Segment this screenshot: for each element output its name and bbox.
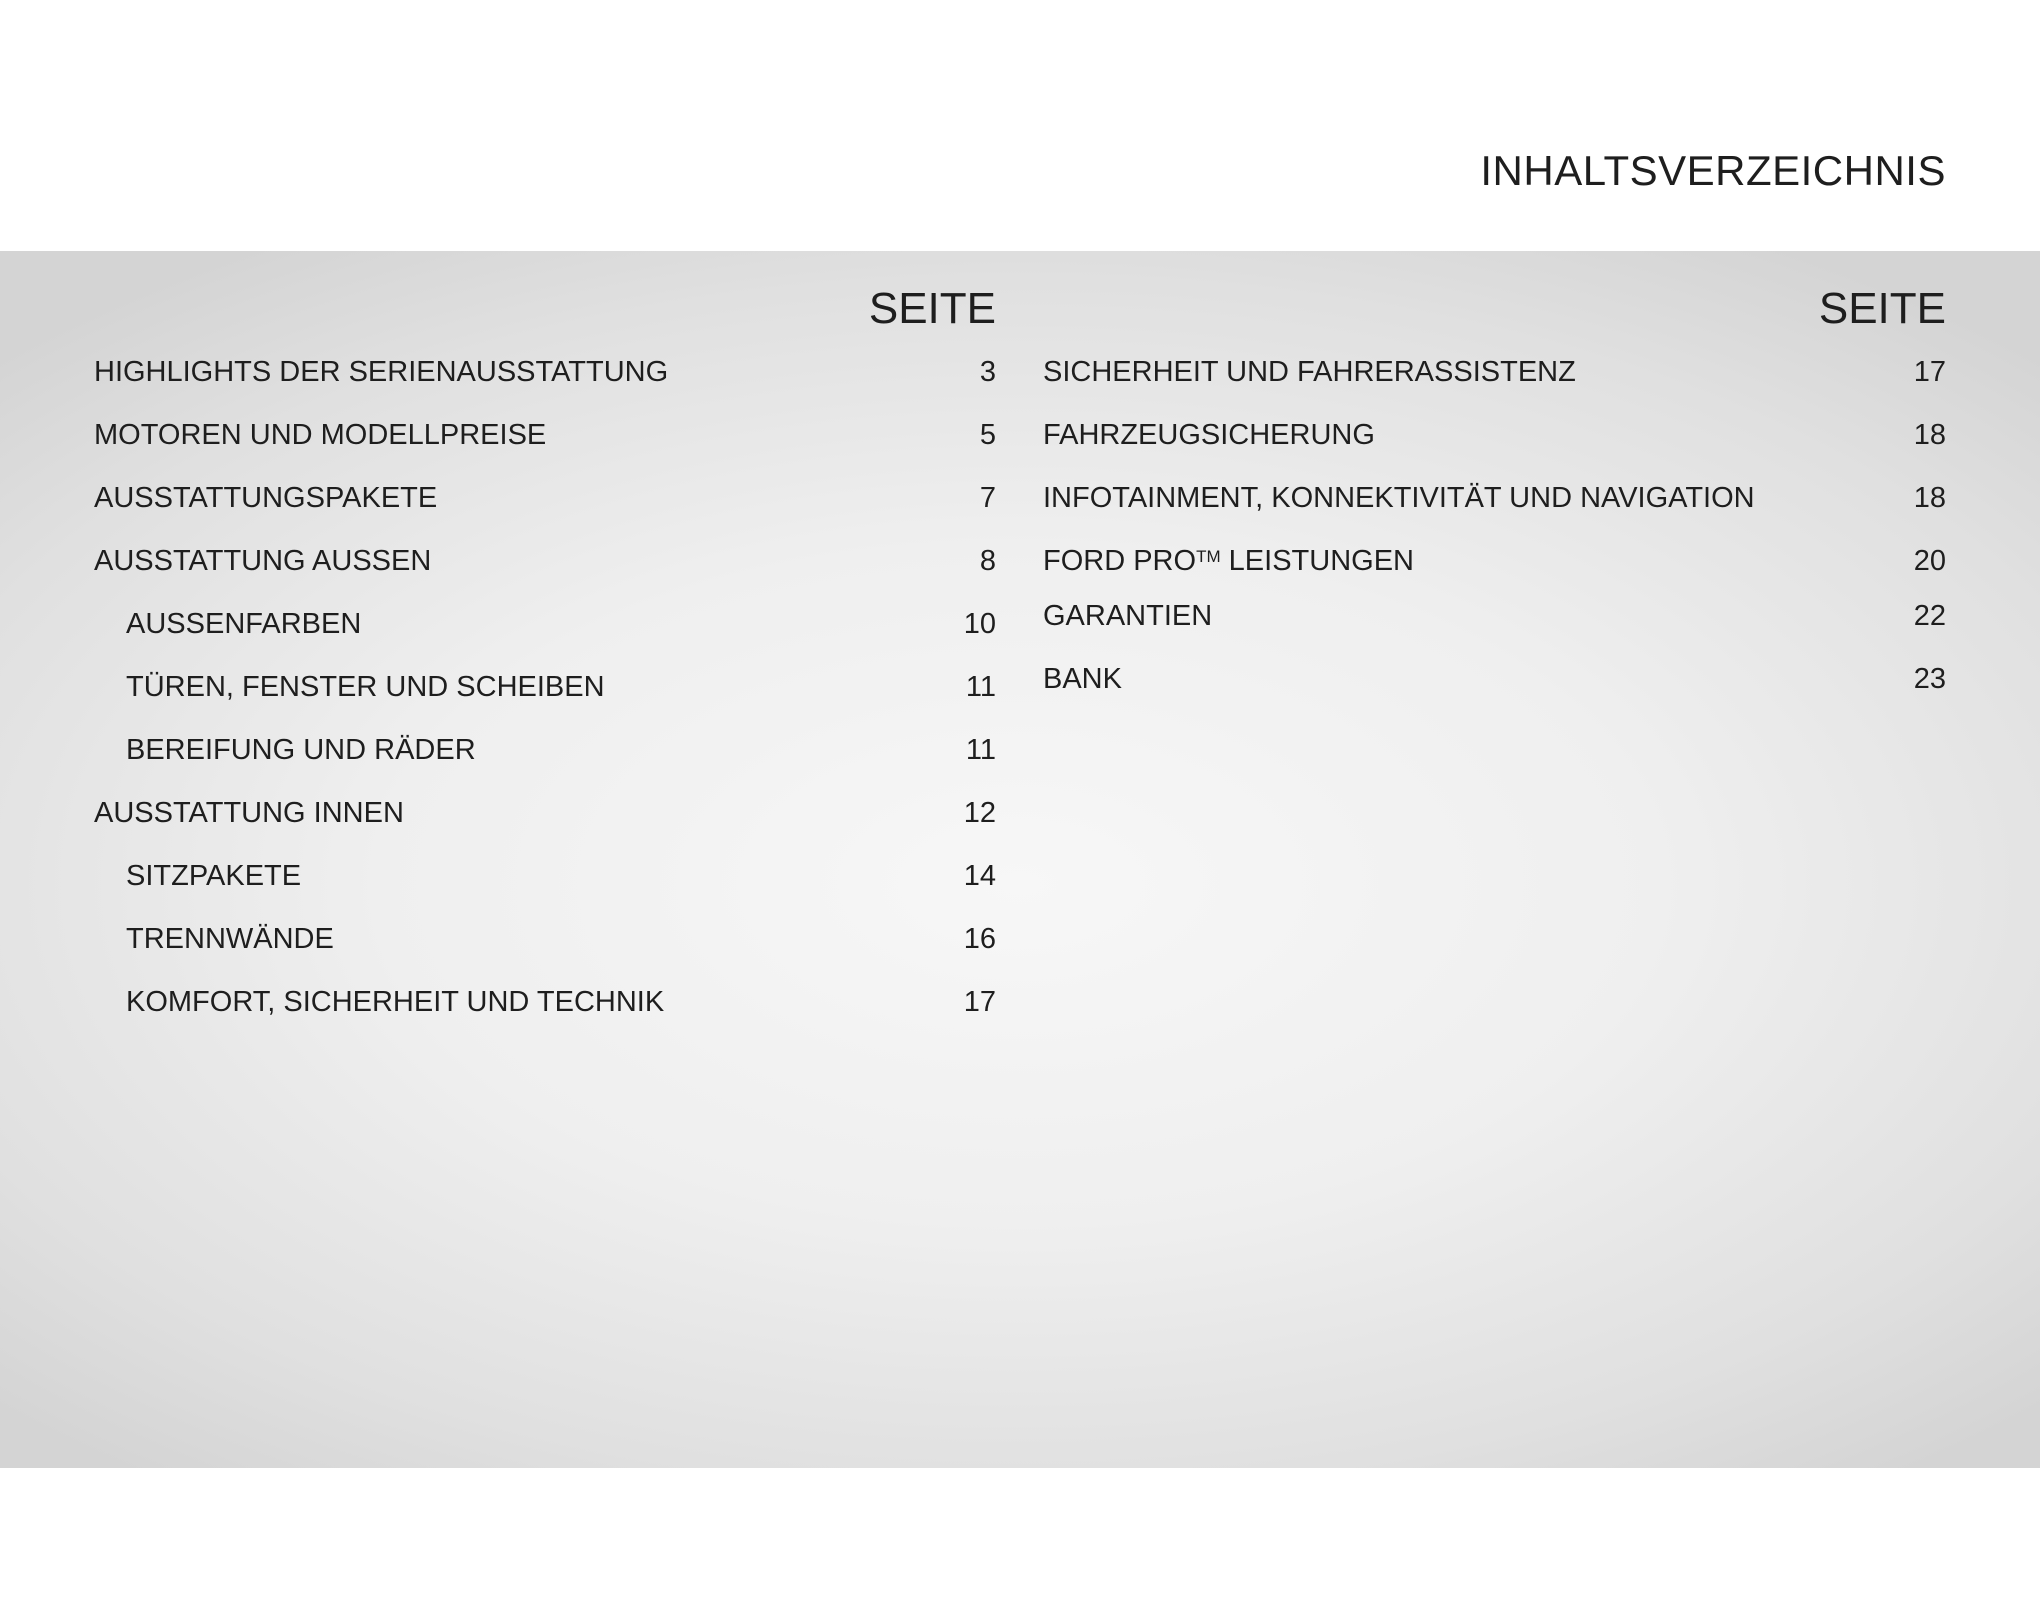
toc-entry[interactable]: [94, 356, 996, 423]
toc-entry-label: AUSSENFARBEN: [126, 608, 362, 640]
toc-entry-label: AUSSTATTUNG AUSSEN: [94, 545, 432, 577]
toc-entry-label: AUSSTATTUNGSPAKETE: [94, 482, 438, 514]
toc-entry[interactable]: [1043, 545, 1946, 604]
trademark-mark: TM: [1196, 547, 1221, 566]
toc-entry-page: 23: [1913, 663, 1946, 695]
toc-entry-label: TRENNWÄNDE: [126, 923, 334, 955]
toc-subentry[interactable]: [94, 734, 996, 801]
toc-entry-label-rest: LEISTUNGEN: [1220, 545, 1414, 577]
toc-entry-label: SICHERHEIT UND FAHRERASSISTENZ: [1043, 356, 1576, 388]
toc-entry-label: BANK: [1043, 663, 1122, 695]
toc-entry[interactable]: [1043, 663, 1946, 730]
toc-entry-page: 5: [979, 419, 996, 451]
toc-entry-page: 18: [1913, 482, 1946, 514]
toc-entry-page: 12: [963, 797, 996, 829]
toc-entry-label: GARANTIEN: [1043, 600, 1213, 632]
toc-entry-label: SITZPAKETE: [126, 860, 302, 892]
toc-entry-page: 22: [1913, 600, 1946, 632]
toc-subentry[interactable]: [94, 608, 996, 675]
toc-entry[interactable]: [1043, 600, 1946, 667]
toc-entry-page: 16: [963, 923, 996, 955]
toc-entry-label: KOMFORT, SICHERHEIT UND TECHNIK: [126, 986, 665, 1018]
toc-entry-page: 11: [965, 671, 996, 703]
toc-column-right: [1043, 285, 1946, 730]
toc-entry-label: AUSSTATTUNG INNEN: [94, 797, 404, 829]
toc-entry-label: MOTOREN UND MODELLPREISE: [94, 419, 547, 451]
page-column-header: SEITE: [868, 284, 996, 333]
toc-entry[interactable]: [1043, 356, 1946, 423]
toc-entry-label: INFOTAINMENT, KONNEKTIVITÄT UND NAVIGATION: [1043, 482, 1755, 514]
toc-subentry[interactable]: [94, 860, 996, 927]
toc-entry-page: 20: [1913, 545, 1946, 577]
toc-entry-label: FAHRZEUGSICHERUNG: [1043, 419, 1375, 451]
toc-entry-page: 3: [979, 356, 996, 388]
toc-entry[interactable]: [94, 419, 996, 486]
toc-subentry[interactable]: [94, 923, 996, 990]
toc-subentry[interactable]: [94, 671, 996, 738]
toc-entry-page: 14: [963, 860, 996, 892]
page-column-header: SEITE: [1818, 284, 1946, 333]
toc-entry-label: [1043, 545, 1414, 577]
toc-entry-page: 17: [963, 986, 996, 1018]
toc-entry[interactable]: [94, 482, 996, 549]
toc-entry-page: 10: [963, 608, 996, 640]
toc-entry[interactable]: [1043, 419, 1946, 486]
toc-entry[interactable]: [94, 545, 996, 612]
toc-subentry[interactable]: [94, 986, 996, 1053]
page-title: INHALTSVERZEICHNIS: [1480, 147, 1946, 195]
toc-entry[interactable]: [1043, 482, 1946, 549]
toc-entry-page: 7: [979, 482, 996, 514]
toc-column-left: [94, 285, 996, 1053]
toc-entry-label: TÜREN, FENSTER UND SCHEIBEN: [126, 671, 605, 703]
toc-entry-page: 11: [965, 734, 996, 766]
toc-entry-page: 8: [979, 545, 996, 577]
toc-entry-page: 17: [1913, 356, 1946, 388]
toc-entry-label-main: FORD PRO: [1043, 545, 1197, 577]
toc-entry-label: HIGHLIGHTS DER SERIENAUSSTATTUNG: [94, 356, 669, 388]
toc-entry-page: 18: [1913, 419, 1946, 451]
toc-entry[interactable]: [94, 797, 996, 864]
toc-entry-label: BEREIFUNG UND RÄDER: [126, 734, 476, 766]
